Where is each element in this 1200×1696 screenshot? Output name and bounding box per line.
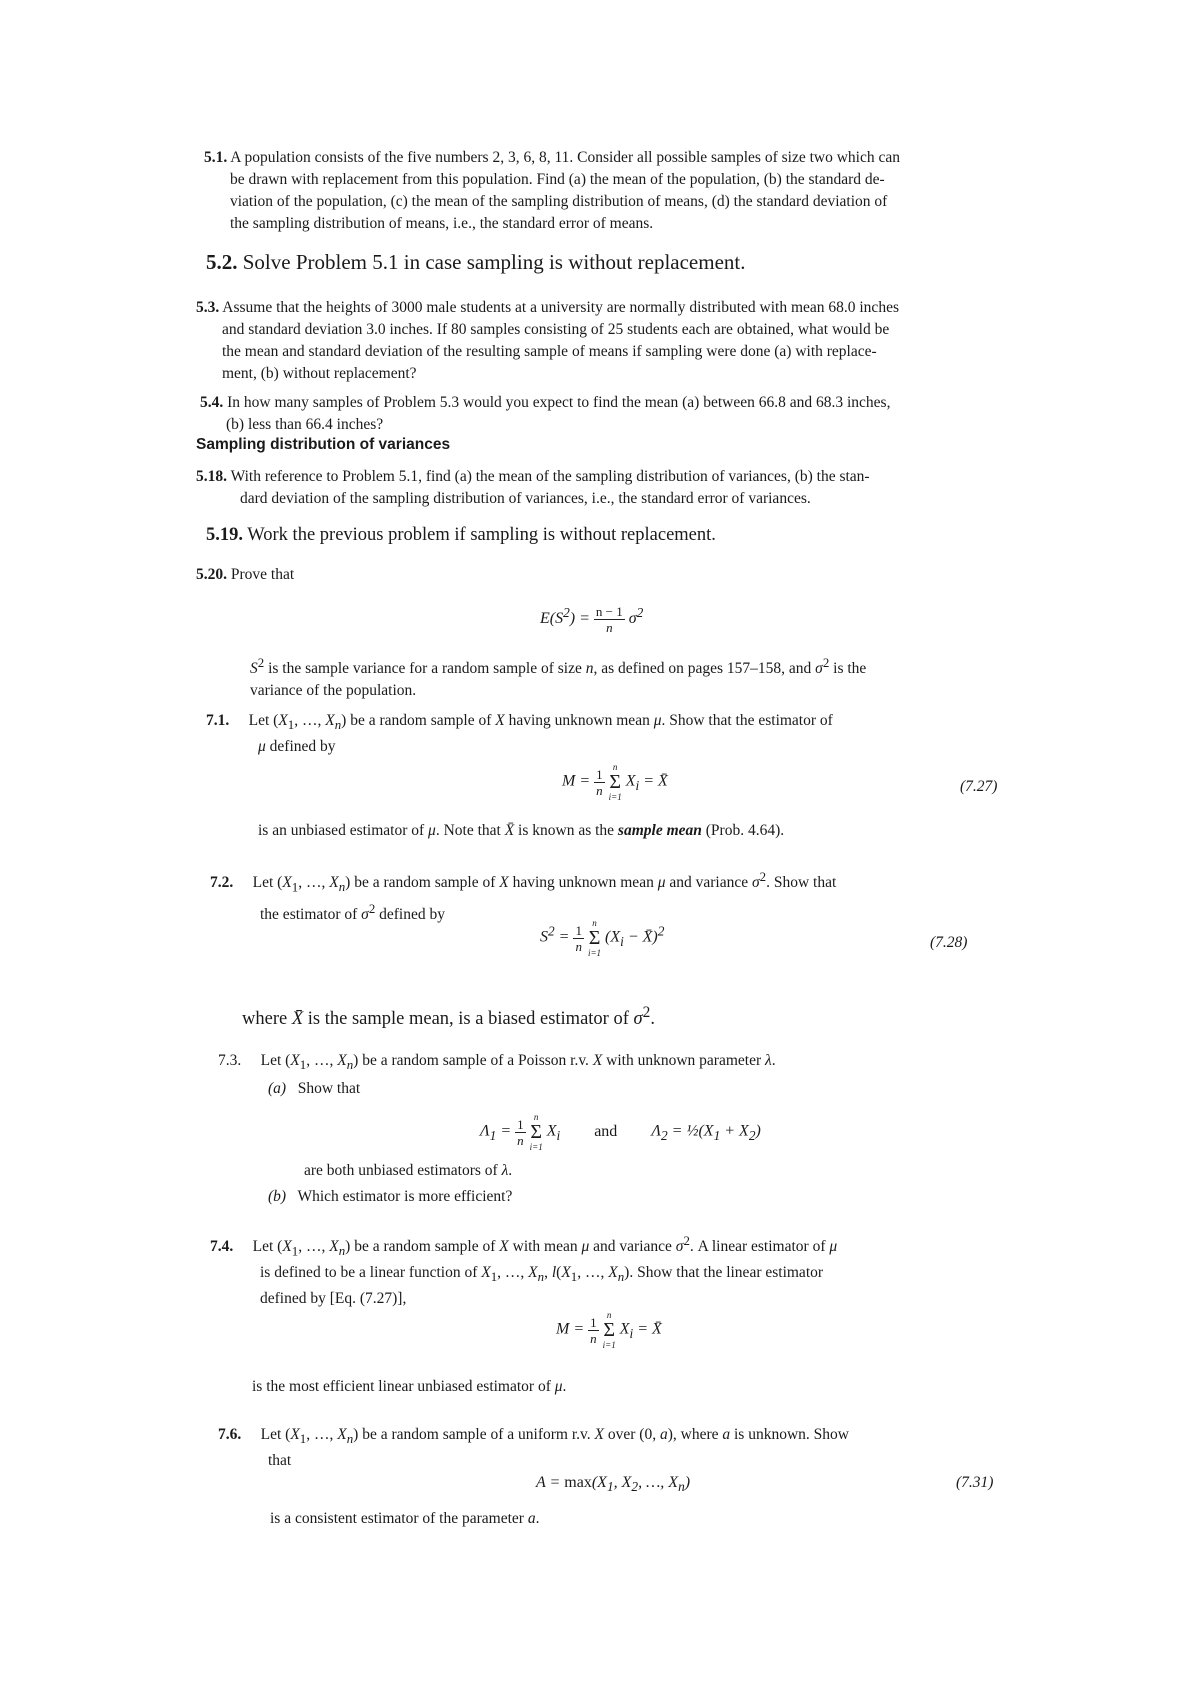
problem-text-line: viation of the population, (c) the mean of the sampling distribution of means, (d) the standard deviation of <box>230 193 888 210</box>
problem-text: is the most efficient linear unbiased estimator of <box>252 1378 551 1395</box>
problem-text: Show that the estimator of <box>669 712 833 729</box>
problem-number: 7.2. <box>210 874 234 892</box>
formula-linear-estimator: M = $\frac{1}{n}$ n Σ i=1 $X_i$ = X̄ <box>556 1310 662 1350</box>
term: sample mean <box>617 822 702 839</box>
problem-text: be a random sample of <box>354 874 496 892</box>
problem-text-line: dard deviation of the sampling distribution of variances, i.e., the standard error of variances. <box>240 490 811 507</box>
problem-text: be a random sample of <box>350 712 492 729</box>
equation-tag: (7.31) <box>956 1474 994 1491</box>
problem-5-1 <box>204 147 1004 235</box>
problem-7-3: 7.3. Let ($X_1$, …, $X_n$) be a random sample of a Poisson r.v. X with unknown parameter λ. <box>218 1052 776 1073</box>
problem-text: is the <box>833 660 867 678</box>
problem-text: is defined to be a linear function of <box>260 1264 478 1282</box>
problem-text-line: (b) less than 66.4 inches? <box>226 416 384 433</box>
problem-text-line: the sampling distribution of means, i.e., the standard error of means. <box>230 215 654 232</box>
problem-text: where <box>680 1426 719 1443</box>
problem-text-line: In how many samples of Problem 5.3 would you expect to find the mean (a) between 66.8 and 68.3 inches, <box>227 394 891 411</box>
math-symbol: $S^2$ <box>250 655 265 678</box>
problem-text-line: be drawn with replacement from this population. Find (a) the mean of the population, (b) the standard de- <box>230 171 885 188</box>
problem-text: is the sample variance for a random sample of size <box>268 660 582 678</box>
problem-text: be a random sample of a uniform r.v. <box>362 1426 591 1443</box>
problem-7-4-after: is the most efficient linear unbiased estimator of μ. <box>252 1378 567 1395</box>
problem-7-1-after: is an unbiased estimator of μ. Note that X̄ is known as the sample mean (Prob. 4.64). <box>258 822 785 839</box>
problem-text-line: defined by <box>269 738 336 756</box>
problem-text: where <box>242 1009 288 1030</box>
problem-text: Let <box>260 1052 282 1069</box>
problem-text: Solve Problem 5.1 in case sampling is without replacement. <box>242 250 746 274</box>
problem-text: Let <box>248 712 270 729</box>
problem-number: 7.4. <box>210 1238 234 1256</box>
problem-text-line: defined by [Eq. (7.27)], <box>260 1290 407 1308</box>
problem-7-4: 7.4. Let ($X_1$, …, $X_n$) be a random sample of X with mean μ and variance $\sigma^2$. A linear estimator of μ is defined to be a linear function of $X_1$, …, $X_n$, $l(X_1$, …, $X_n$). Show that the linear estimator defined by [Eq. (7.27)], <box>210 1233 838 1308</box>
problem-7-3-part-b <box>268 1186 512 1208</box>
problem-text: is the sample mean, is a biased estimator of <box>307 1009 629 1030</box>
problem-5-20 <box>196 564 294 586</box>
problem-7-2-after: where X̄ is the sample mean, is a biased estimator of $\sigma^2$. <box>242 1004 655 1030</box>
problem-number: 5.3. <box>196 299 220 316</box>
problem-7-2: 7.2. Let ($X_1$, …, $X_n$) be a random sample of X having unknown mean μ and variance $\sigma^2$. Show that the estimator of $\sigma^2$ defined by <box>210 869 837 924</box>
problem-text: is unknown. Show <box>734 1426 849 1443</box>
problem-number: 5.20. <box>196 566 227 583</box>
problem-text: are both unbiased estimators of <box>304 1162 498 1179</box>
problem-text: Work the previous problem if sampling is without replacement. <box>247 525 716 545</box>
problem-text: defined by <box>379 906 445 924</box>
problem-7-3-after: are both unbiased estimators of λ. <box>304 1162 513 1179</box>
problem-number: 7.3. <box>218 1052 242 1069</box>
problem-text: Prove that <box>230 566 295 583</box>
problem-text-line: ment, (b) without replacement? <box>222 365 417 382</box>
fraction: $\frac{1}{n}$ <box>590 1314 597 1346</box>
problem-text: having unknown mean <box>508 712 650 729</box>
problem-text: Show that the linear estimator <box>637 1264 824 1282</box>
fraction: $\frac{1}{n}$ <box>575 922 582 954</box>
problem-text: and variance <box>593 1238 672 1256</box>
problem-5-2 <box>206 248 746 276</box>
problem-text: with unknown parameter <box>606 1052 762 1069</box>
problem-5-19 <box>206 522 716 548</box>
summation: n Σ i=1 <box>587 918 602 958</box>
problem-7-1: 7.1. Let ($X_1$, …, $X_n$) be a random sample of X having unknown mean μ. Show that the estimator of μ defined by <box>206 712 833 756</box>
problem-number: 5.1. <box>204 149 228 166</box>
problem-7-3-part-a <box>268 1078 360 1100</box>
problem-text: be a random sample of a Poisson r.v. <box>362 1052 589 1069</box>
problem-text-line: With reference to Problem 5.1, find (a) the mean of the sampling distribution of variances, (b) the stan- <box>230 468 870 485</box>
problem-text: Show that <box>297 1080 361 1097</box>
formula-7-28: $S^2$ = $\frac{1}{n}$ n Σ i=1 ($X_i$ − X̄)$^2$ <box>540 918 665 958</box>
problem-text: Let <box>260 1426 282 1443</box>
formula-7-27: M = $\frac{1}{n}$ n Σ i=1 $X_i$ = X̄ <box>562 762 668 802</box>
math-symbol: $\sigma^2$ <box>815 655 830 678</box>
equation-tag: (7.28) <box>930 934 968 951</box>
problem-text-line: Assume that the heights of 3000 male students at a university are normally distributed with mean 68.0 inches <box>222 299 899 316</box>
problem-text-line: that <box>268 1452 292 1470</box>
problem-7-6: 7.6. Let ($X_1$, …, $X_n$) be a random sample of a uniform r.v. X over (0, a), where a is unknown. Show that <box>218 1426 849 1470</box>
fraction: $\frac{n - 1}{n}$ <box>595 604 623 635</box>
part-label: (a) <box>268 1080 287 1097</box>
summation: n Σ i=1 <box>608 762 622 802</box>
problem-text-line: A population consists of the five numbers 2, 3, 6, 8, 11. Consider all possible samples of size two which can <box>230 149 900 166</box>
problem-text-line: the mean and standard deviation of the resulting sample of means if sampling were done (a) with replace- <box>222 343 877 360</box>
problem-text: Let <box>252 1238 274 1256</box>
fraction: $\frac{1}{n}$ <box>596 766 603 798</box>
problem-text: over <box>607 1426 636 1443</box>
problem-5-4 <box>200 392 1010 436</box>
problem-text: Note that <box>443 822 501 839</box>
summation: n Σ i=1 <box>529 1112 543 1152</box>
problem-text: is known as the <box>518 822 615 839</box>
problem-text: Which estimator is more efficient? <box>297 1188 513 1205</box>
formula-lambda-estimators: $\Lambda_1$ = $\frac{1}{n}$ n Σ i=1 $X_i$ and $\Lambda_2$ = $\frac{1}{2}(X_1 + X_2)$ <box>480 1112 761 1152</box>
problem-number: 5.19. <box>206 525 243 545</box>
equation-tag: (7.27) <box>960 778 998 795</box>
problem-text: Show that <box>773 874 837 892</box>
problem-text-line: and standard deviation 3.0 inches. If 80 samples consisting of 25 students each are obtained, what would be <box>222 321 890 338</box>
formula-expected-s2: $E(S^2)$ = $\frac{n - 1}{n}$ $\sigma^2$ <box>540 604 644 635</box>
problem-text: (Prob. 4.64). <box>705 822 785 839</box>
problem-text: having unknown mean <box>512 874 654 892</box>
conjunction: and <box>594 1122 618 1140</box>
problem-5-18 <box>196 466 1006 510</box>
problem-text: is an unbiased estimator of <box>258 822 425 839</box>
formula-7-31: $A = \max(X_1$, $X_2$, …, $X_n$) <box>536 1474 691 1495</box>
problem-text: A linear estimator of <box>697 1238 826 1256</box>
summation: n Σ i=1 <box>602 1310 616 1350</box>
problem-number: 5.18. <box>196 468 227 485</box>
problem-number: 7.1. <box>206 712 230 729</box>
part-label: (b) <box>268 1188 287 1205</box>
problem-number: 5.4. <box>200 394 224 411</box>
problem-5-20-after: $S^2$ is the sample variance for a random sample of size n, as defined on pages 157–158, and $\sigma^2$ is the variance of the population. <box>250 655 867 700</box>
section-heading: Sampling distribution of variances <box>196 436 451 453</box>
problem-7-6-after: is a consistent estimator of the parameter a. <box>270 1510 540 1527</box>
problem-5-3 <box>196 297 1006 385</box>
problem-text: Let <box>252 874 274 892</box>
fraction: $\frac{1}{n}$ <box>517 1116 524 1148</box>
problem-text: be a random sample of <box>354 1238 496 1256</box>
problem-number: 5.2. <box>206 250 238 274</box>
problem-text: is a consistent estimator of the parameter <box>270 1510 524 1527</box>
problem-text: as defined on pages 157–158, and <box>601 660 812 678</box>
problem-number: 7.6. <box>218 1426 242 1443</box>
problem-text: and variance <box>669 874 749 892</box>
problem-text: the estimator of <box>260 906 358 924</box>
problem-text: with mean <box>512 1238 578 1256</box>
problem-text-line: variance of the population. <box>250 682 417 700</box>
